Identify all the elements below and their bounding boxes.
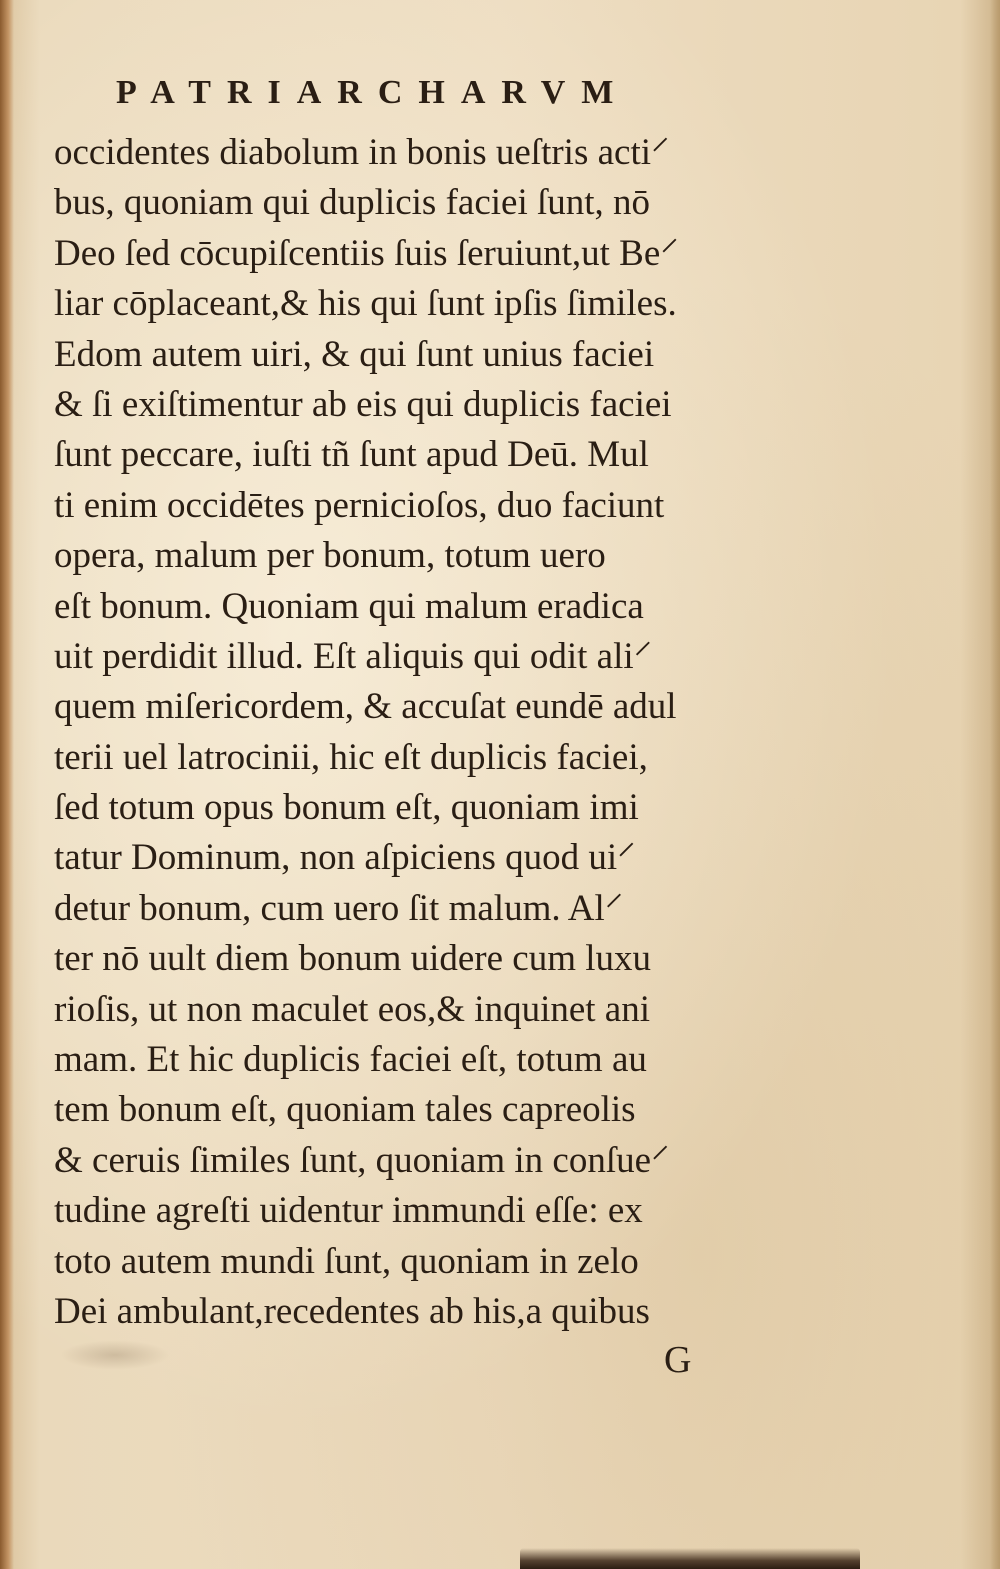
signature-mark: G (664, 1339, 692, 1381)
text-line: ſed totum opus bonum eſt, quoniam imi (54, 787, 639, 829)
text-line: Deo ſed cōcupiſcentiis ſuis ſeruiunt,ut Be⸍ (54, 232, 679, 274)
text-line: mam. Et hic duplicis faciei eſt, totum au (54, 1039, 647, 1081)
text-line: toto autem mundi ſunt, quoniam in zelo (54, 1240, 639, 1282)
text-line: opera, malum per bonum, totum uero (54, 535, 606, 577)
body-text (54, 128, 814, 1337)
text-line: uit perdidit illud. Eſt aliquis qui odit ali⸍ (54, 635, 653, 677)
text-line: tatur Dominum, non aſpiciens quod ui⸍ (54, 837, 636, 879)
text-line: & ſi exiſtimentur ab eis qui duplicis faciei (54, 383, 672, 425)
text-line: bus, quoniam qui duplicis faciei ſunt, nō (54, 182, 651, 224)
page-right-edge (990, 0, 1000, 1569)
text-line: liar cōplaceant,& his qui ſunt ipſis ſimiles. (54, 283, 677, 325)
text-line: rioſis, ut non maculet eos,& inquinet ani (54, 988, 651, 1030)
text-line: terii uel latrocinii, hic eſt duplicis faciei, (54, 736, 648, 778)
text-line: ſunt peccare, iuſti tñ ſunt apud Deū. Mul (54, 434, 649, 476)
text-line: tem bonum eſt, quoniam tales capreolis (54, 1089, 636, 1131)
text-line: Edom autem uiri, & qui ſunt unius faciei (54, 333, 655, 375)
text-line: quem miſericordem, & accuſat eundē adul (54, 686, 677, 728)
text-line: occidentes diabolum in bonis ueſtris acti⸍ (54, 132, 670, 173)
page-binding-edge (0, 0, 14, 1569)
text-line: ti enim occidētes pernicioſos, duo faciunt (54, 484, 665, 526)
faint-catchword-mark (60, 1340, 170, 1370)
text-line: detur bonum, cum uero ſit malum. Al⸍ (54, 887, 624, 929)
text-line: & ceruis ſimiles ſunt, quoniam in conſue⸍ (54, 1139, 670, 1181)
bottom-edge-shadow (520, 1548, 860, 1569)
text-line: Dei ambulant,recedentes ab his,a quibus (54, 1290, 650, 1332)
text-line: eſt bonum. Quoniam qui malum eradica (54, 585, 644, 627)
text-line: tudine agreſti uidentur immundi eſſe: ex (54, 1190, 643, 1232)
text-line: ter nō uult diem bonum uidere cum luxu (54, 938, 652, 980)
running-head: PATRIARCHARVM (116, 74, 630, 111)
